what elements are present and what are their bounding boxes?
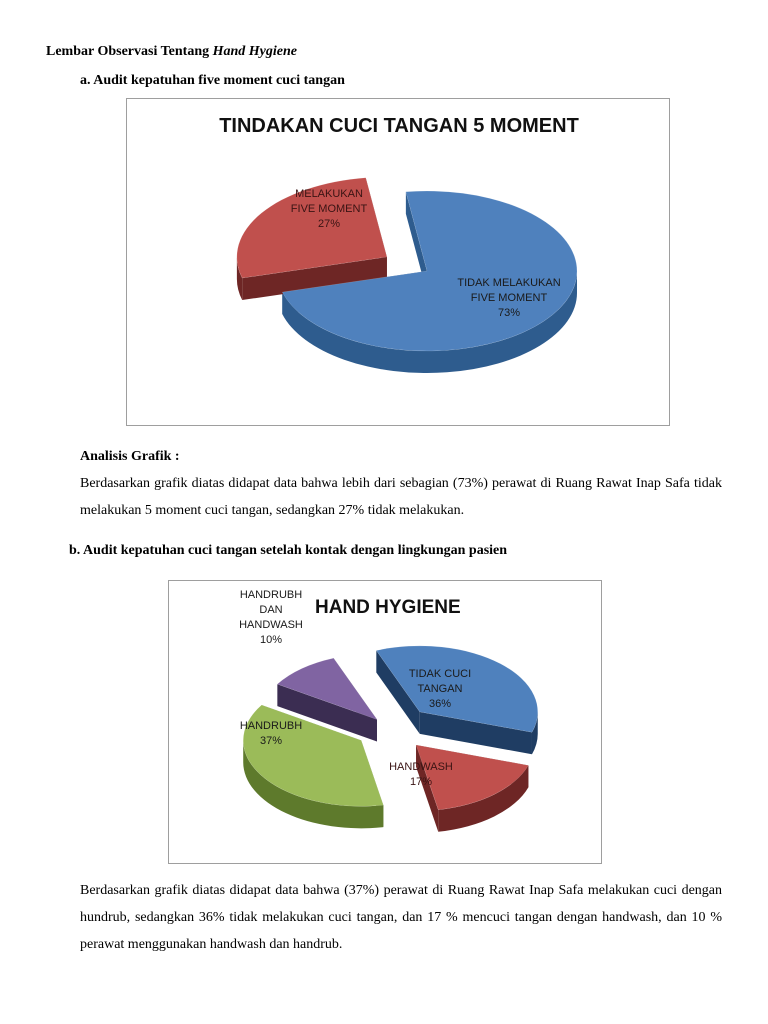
section-b-heading: b. Audit kepatuhan cuci tangan setelah kontak dengan lingkungan pasien bbox=[69, 543, 508, 558]
section-a-heading: a. Audit kepatuhan five moment cuci tangan bbox=[80, 73, 345, 88]
slice-label-line: HANDWASH bbox=[239, 619, 303, 631]
document-title: Lembar Observasi Tentang Hand Hygiene bbox=[46, 44, 297, 59]
hand-hygiene-pie-svg bbox=[169, 581, 601, 863]
slice-label-line: 10% bbox=[259, 634, 283, 646]
five-moment-chart bbox=[126, 98, 670, 426]
slice-label-line: HANDWASH bbox=[389, 761, 453, 773]
slice-label-line: HANDRUBH bbox=[239, 589, 303, 601]
slice-label-line: HANDRUBH bbox=[239, 720, 303, 732]
analysis-heading: Analisis Grafik : bbox=[80, 449, 180, 464]
slice-label-line: 37% bbox=[259, 735, 283, 747]
slice-label-line: TIDAK MELAKUKAN bbox=[457, 277, 561, 289]
slice-label-line: TIDAK CUCI bbox=[408, 668, 472, 680]
slice-label-line: 27% bbox=[317, 218, 341, 230]
analysis-a-paragraph: Berdasarkan grafik diatas didapat data bahwa lebih dari sebagian (73%) perawat di Ruang Rawat Inap Safa tidak melakukan 5 moment cuci tangan, sedangkan 27% tidak melakukan. bbox=[80, 476, 722, 518]
slice-label-line: TANGAN bbox=[417, 683, 463, 695]
slice-label bbox=[239, 589, 303, 646]
slice-label-line: DAN bbox=[259, 604, 283, 616]
hand-hygiene-chart bbox=[168, 580, 602, 864]
slice-label-line: 36% bbox=[428, 698, 452, 710]
slice-label-line: MELAKUKAN bbox=[295, 188, 363, 200]
slice-label-line: 73% bbox=[497, 307, 521, 319]
slice-label-line: FIVE MOMENT bbox=[470, 292, 548, 304]
five-moment-pie-svg bbox=[127, 99, 669, 425]
slice-label-line: FIVE MOMENT bbox=[290, 203, 368, 215]
chart-title: TINDAKAN CUCI TANGAN 5 MOMENT bbox=[219, 115, 579, 137]
analysis-b-paragraph: Berdasarkan grafik diatas didapat data bahwa (37%) perawat di Ruang Rawat Inap Safa melakukan cuci dengan hundrub, sedangkan 36% tidak melakukan cuci tangan, dan 17 % mencuci tangan dengan handwash, dan 10 % perawat menggunakan handwash dan handrub. bbox=[80, 883, 722, 952]
slice-label-line: 17% bbox=[409, 776, 433, 788]
chart-title: HAND HYGIENE bbox=[315, 597, 461, 618]
